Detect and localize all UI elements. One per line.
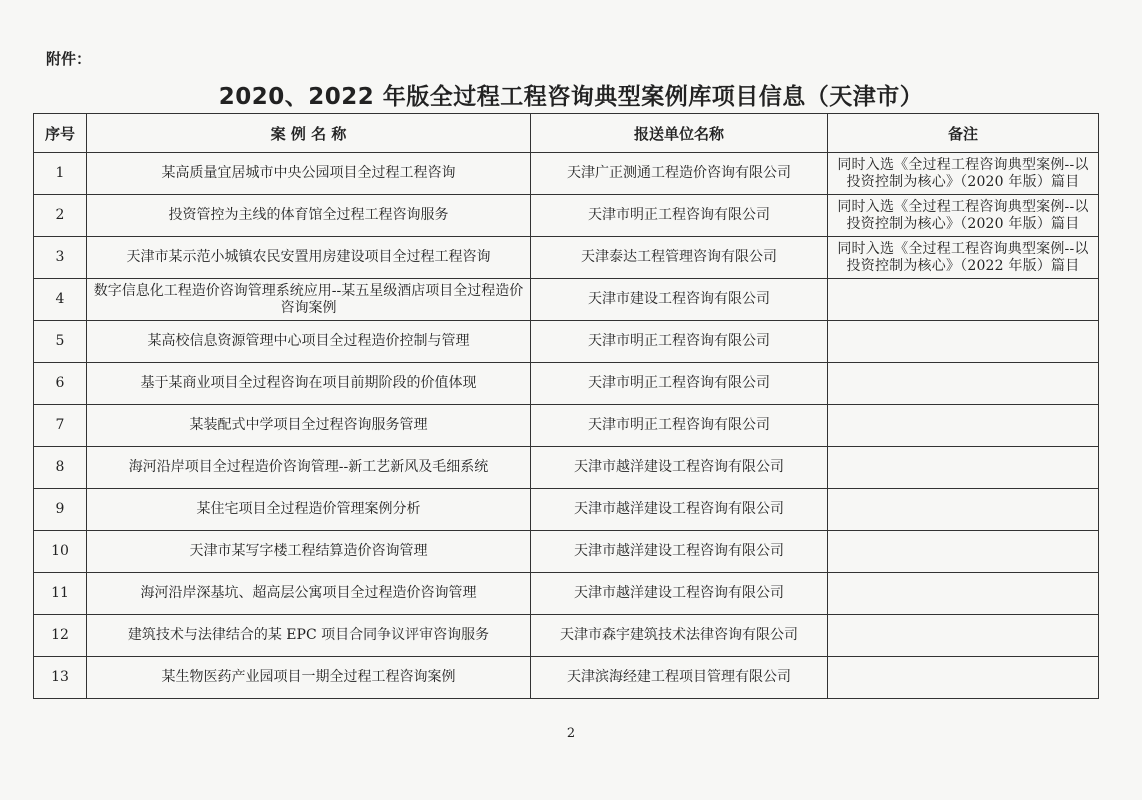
cell-note (828, 657, 1099, 699)
table-row (34, 531, 1099, 573)
cell-case-name: 某装配式中学项目全过程咨询服务管理 (87, 405, 531, 447)
cell-unit: 天津广正测通工程造价咨询有限公司 (531, 153, 828, 195)
table-header-row (34, 114, 1099, 153)
attachment-label: 附件： (46, 50, 92, 68)
cell-case-name: 某住宅项目全过程造价管理案例分析 (87, 489, 531, 531)
table-row (34, 573, 1099, 615)
cell-note (828, 489, 1099, 531)
cell-unit: 天津市明正工程咨询有限公司 (531, 195, 828, 237)
cell-note (828, 363, 1099, 405)
cell-unit: 天津泰达工程管理咨询有限公司 (531, 237, 828, 279)
cell-unit: 天津滨海经建工程项目管理有限公司 (531, 657, 828, 699)
cell-note (828, 573, 1099, 615)
table-row (34, 279, 1099, 321)
cell-unit: 天津市建设工程咨询有限公司 (531, 279, 828, 321)
cell-no: 6 (34, 363, 87, 405)
cell-note (828, 447, 1099, 489)
cell-unit: 天津市越洋建设工程咨询有限公司 (531, 573, 828, 615)
cell-unit: 天津市明正工程咨询有限公司 (531, 363, 828, 405)
table-row (34, 489, 1099, 531)
cell-no: 12 (34, 615, 87, 657)
table-row (34, 405, 1099, 447)
table-row (34, 447, 1099, 489)
table-row (34, 321, 1099, 363)
column-header-unit: 报送单位名称 (531, 114, 828, 153)
cell-no: 5 (34, 321, 87, 363)
column-header-note: 备注 (828, 114, 1099, 153)
cell-note: 同时入选《全过程工程咨询典型案例--以投资控制为核心》（2020 年版）篇目 (828, 195, 1099, 237)
table-row (34, 615, 1099, 657)
cell-no: 10 (34, 531, 87, 573)
cell-no: 7 (34, 405, 87, 447)
table-row (34, 153, 1099, 195)
cell-unit: 天津市明正工程咨询有限公司 (531, 321, 828, 363)
document-title: 2020、2022 年版全过程工程咨询典型案例库项目信息（天津市） (218, 84, 924, 110)
page-number: 2 (566, 726, 576, 741)
cell-case-name: 某高校信息资源管理中心项目全过程造价控制与管理 (87, 321, 531, 363)
cell-no: 3 (34, 237, 87, 279)
cell-note (828, 279, 1099, 321)
cell-case-name: 建筑技术与法律结合的某 EPC 项目合同争议评审咨询服务 (87, 615, 531, 657)
cell-case-name: 数字信息化工程造价咨询管理系统应用--某五星级酒店项目全过程造价咨询案例 (87, 279, 531, 321)
cell-no: 11 (34, 573, 87, 615)
case-table (33, 113, 1099, 699)
cell-note (828, 531, 1099, 573)
cell-note (828, 405, 1099, 447)
cell-no: 9 (34, 489, 87, 531)
column-header-no: 序号 (34, 114, 87, 153)
cell-no: 2 (34, 195, 87, 237)
cell-case-name: 天津市某示范小城镇农民安置用房建设项目全过程工程咨询 (87, 237, 531, 279)
cell-no: 13 (34, 657, 87, 699)
cell-case-name: 海河沿岸项目全过程造价咨询管理--新工艺新风及毛细系统 (87, 447, 531, 489)
cell-unit: 天津市明正工程咨询有限公司 (531, 405, 828, 447)
cell-note: 同时入选《全过程工程咨询典型案例--以投资控制为核心》（2022 年版）篇目 (828, 237, 1099, 279)
cell-case-name: 投资管控为主线的体育馆全过程工程咨询服务 (87, 195, 531, 237)
cell-note: 同时入选《全过程工程咨询典型案例--以投资控制为核心》（2020 年版）篇目 (828, 153, 1099, 195)
table-row (34, 657, 1099, 699)
cell-case-name: 某生物医药产业园项目一期全过程工程咨询案例 (87, 657, 531, 699)
cell-no: 4 (34, 279, 87, 321)
cell-unit: 天津市森宇建筑技术法律咨询有限公司 (531, 615, 828, 657)
cell-case-name: 某高质量宜居城市中央公园项目全过程工程咨询 (87, 153, 531, 195)
table-row (34, 237, 1099, 279)
cell-unit: 天津市越洋建设工程咨询有限公司 (531, 447, 828, 489)
cell-unit: 天津市越洋建设工程咨询有限公司 (531, 489, 828, 531)
table-row (34, 363, 1099, 405)
cell-note (828, 615, 1099, 657)
cell-no: 8 (34, 447, 87, 489)
cell-case-name: 海河沿岸深基坑、超高层公寓项目全过程造价咨询管理 (87, 573, 531, 615)
cell-unit: 天津市越洋建设工程咨询有限公司 (531, 531, 828, 573)
cell-case-name: 天津市某写字楼工程结算造价咨询管理 (87, 531, 531, 573)
table-row (34, 195, 1099, 237)
cell-note (828, 321, 1099, 363)
cell-no: 1 (34, 153, 87, 195)
column-header-case-name: 案 例 名 称 (87, 114, 531, 153)
cell-case-name: 基于某商业项目全过程咨询在项目前期阶段的价值体现 (87, 363, 531, 405)
